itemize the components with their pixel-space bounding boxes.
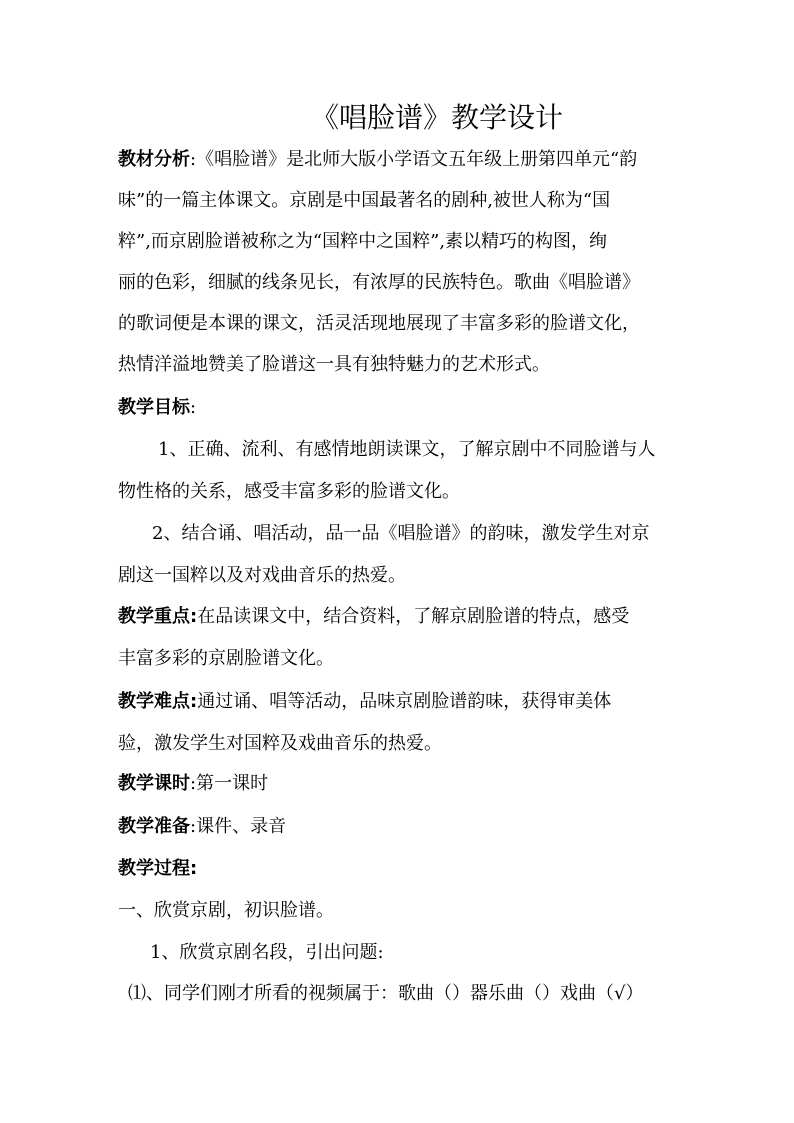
analysis-line-3: 粹”,而京剧脸谱被称之为“国粹中之国粹”,素以精巧的构图，绚	[118, 231, 608, 252]
prep-line	[118, 813, 286, 841]
analysis-line-4: 丽的色彩，细腻的线条见长，有浓厚的民族特色。歌曲《唱脸谱》	[118, 272, 640, 293]
goal-1-line-1: 1、正确、流利、有感情地朗读课文，了解京剧中不同脸谱与人	[158, 439, 656, 460]
analysis-line-6: 热情洋溢地赞美了脸谱这一具有独特魅力的艺术形式。	[118, 354, 550, 375]
process-step-1: 1、欣赏京剧名段，引出问题:	[150, 942, 384, 963]
goal-2-line-1: 2、结合诵、唱活动，品一品《唱脸谱》的韵味，激发学生对京	[152, 523, 650, 544]
goals-label: 教学目标	[118, 397, 190, 418]
goals-suffix: :	[190, 397, 197, 418]
process-heading: 教学过程:	[118, 858, 198, 879]
hours-label: 教学课时	[118, 773, 190, 794]
key-points-line-2: 丰富多彩的京剧脸谱文化。	[118, 648, 334, 669]
goal-1-line-2: 物性格的关系，感受丰富多彩的脸谱文化。	[118, 481, 460, 502]
prep-label: 教学准备	[118, 816, 190, 837]
prep-value: :课件、录音	[190, 816, 287, 837]
difficulties-line-2: 验，激发学生对国粹及戏曲音乐的热爱。	[118, 733, 442, 754]
analysis-line-1	[118, 146, 637, 174]
analysis-line-2: 味”的一篇主体课文。京剧是中国最著名的剧种,被世人称为“国	[118, 190, 611, 211]
key-points-text-1: 在品读课文中，结合资料，了解京剧脸谱的特点，感受	[197, 606, 630, 627]
key-points-label: 教学重点:	[118, 606, 198, 627]
analysis-label: 教材分析	[118, 149, 190, 170]
process-question-1: ⑴、同学们刚才所看的视频属于：歌曲（）器乐曲（）戏曲（√）	[128, 983, 644, 1004]
difficulties-text-1: 通过诵、唱等活动，品味京剧脸谱韵味，获得审美体	[197, 691, 612, 712]
difficulties-line-1	[118, 688, 611, 716]
hours-value: :第一课时	[190, 773, 269, 794]
hours-line	[118, 770, 268, 798]
key-points-line-1	[118, 603, 629, 631]
goals-heading	[118, 394, 196, 422]
goal-2-line-2: 剧这一国粹以及对戏曲音乐的热爱。	[118, 565, 406, 586]
difficulties-label: 教学难点:	[118, 691, 198, 712]
analysis-line-5: 的歌词便是本课的课文，活灵活现地展现了丰富多彩的脸谱文化，	[118, 313, 640, 334]
analysis-text-1: :《唱脸谱》是北师大版小学语文五年级上册第四单元“韵	[190, 149, 638, 170]
process-section-1: 一、欣赏京剧，初识脸谱。	[118, 900, 334, 921]
document-title: 《唱脸谱》教学设计	[310, 101, 563, 134]
